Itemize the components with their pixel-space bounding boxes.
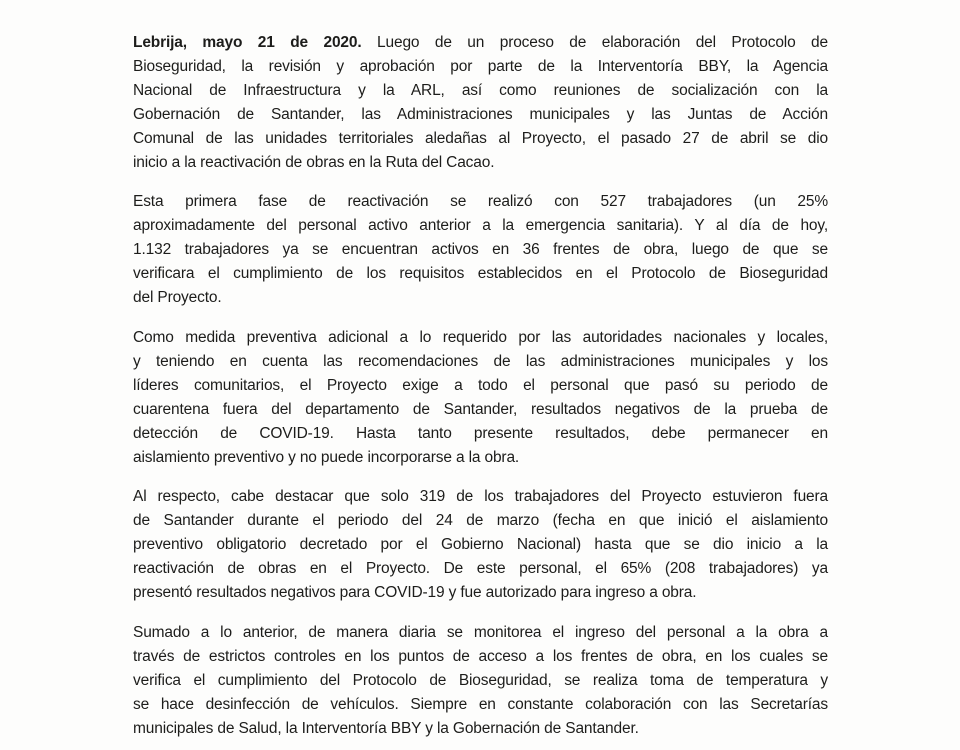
text-line: se hace desinfección de vehículos. Siempre en constante colaboración con las Secretarías <box>133 695 828 713</box>
text-line: presentó resultados negativos para COVID-19 y fue autorizado para ingreso a obra. <box>133 584 697 602</box>
text-line-rest: Luego de un proceso de elaboración del Protocolo de <box>377 34 828 51</box>
paragraph-3 <box>133 326 828 469</box>
text-line: Como medida preventiva adicional a lo requerido por las autoridades nacionales y locales, <box>133 328 828 346</box>
paragraph-5 <box>133 621 828 741</box>
text-line: detección de COVID-19. Hasta tanto presente resultados, debe permanecer en <box>133 424 828 442</box>
text-line: verificara el cumplimiento de los requisitos establecidos en el Protocolo de Bioseguridad <box>133 265 828 283</box>
text-line: inicio a la reactivación de obras en la Ruta del Cacao. <box>133 153 495 171</box>
text-line: aproximadamente del personal activo anterior a la emergencia sanitaria). Y al día de hoy, <box>133 217 828 235</box>
text-line: Bioseguridad, la revisión y aprobación por parte de la Interventoría BBY, la Agencia <box>133 57 828 75</box>
text-line: aislamiento preventivo y no puede incorporarse a la obra. <box>133 448 520 466</box>
text-line: Comunal de las unidades territoriales aledañas al Proyecto, el pasado 27 de abril se dio <box>133 129 828 147</box>
text-line: de Santander durante el periodo del 24 de marzo (fecha en que inició el aislamiento <box>133 512 828 530</box>
text-line: municipales de Salud, la Interventoría BBY y la Gobernación de Santander. <box>133 719 639 737</box>
text-line: 1.132 trabajadores ya se encuentran activos en 36 frentes de obra, luego de que se <box>133 241 828 259</box>
text-line: y teniendo en cuenta las recomendaciones de las administraciones municipales y los <box>133 352 828 370</box>
text-line: Nacional de Infraestructura y la ARL, así como reuniones de socialización con la <box>133 81 828 99</box>
text-line: Sumado a lo anterior, de manera diaria se monitorea el ingreso del personal a la obra a <box>133 623 828 641</box>
text-line: cuarentena fuera del departamento de Santander, resultados negativos de la prueba de <box>133 400 828 418</box>
text-line: Al respecto, cabe destacar que solo 319 de los trabajadores del Proyecto estuvieron fuera <box>133 488 828 506</box>
paragraph-2 <box>133 190 828 310</box>
text-line: líderes comunitarios, el Proyecto exige a todo el personal que pasó su periodo de <box>133 376 828 394</box>
text-line <box>133 31 828 55</box>
text-line: del Proyecto. <box>133 289 222 307</box>
text-line: reactivación de obras en el Proyecto. De este personal, el 65% (208 trabajadores) ya <box>133 560 828 578</box>
paragraph-1 <box>133 31 828 174</box>
text-line: Gobernación de Santander, las Administraciones municipales y las Juntas de Acción <box>133 105 828 123</box>
date-lead: Lebrija, mayo 21 de 2020. <box>133 34 362 51</box>
text-line: verifica el cumplimiento del Protocolo de Bioseguridad, se realiza toma de temperatura y <box>133 671 828 689</box>
text-line: Esta primera fase de reactivación se realizó con 527 trabajadores (un 25% <box>133 193 828 211</box>
document-text-block <box>133 31 828 750</box>
text-line: través de estrictos controles en los puntos de acceso a los frentes de obra, en los cuales se <box>133 647 828 665</box>
paragraph-4 <box>133 485 828 605</box>
text-line: preventivo obligatorio decretado por el Gobierno Nacional) hasta que se dio inicio a la <box>133 536 828 554</box>
